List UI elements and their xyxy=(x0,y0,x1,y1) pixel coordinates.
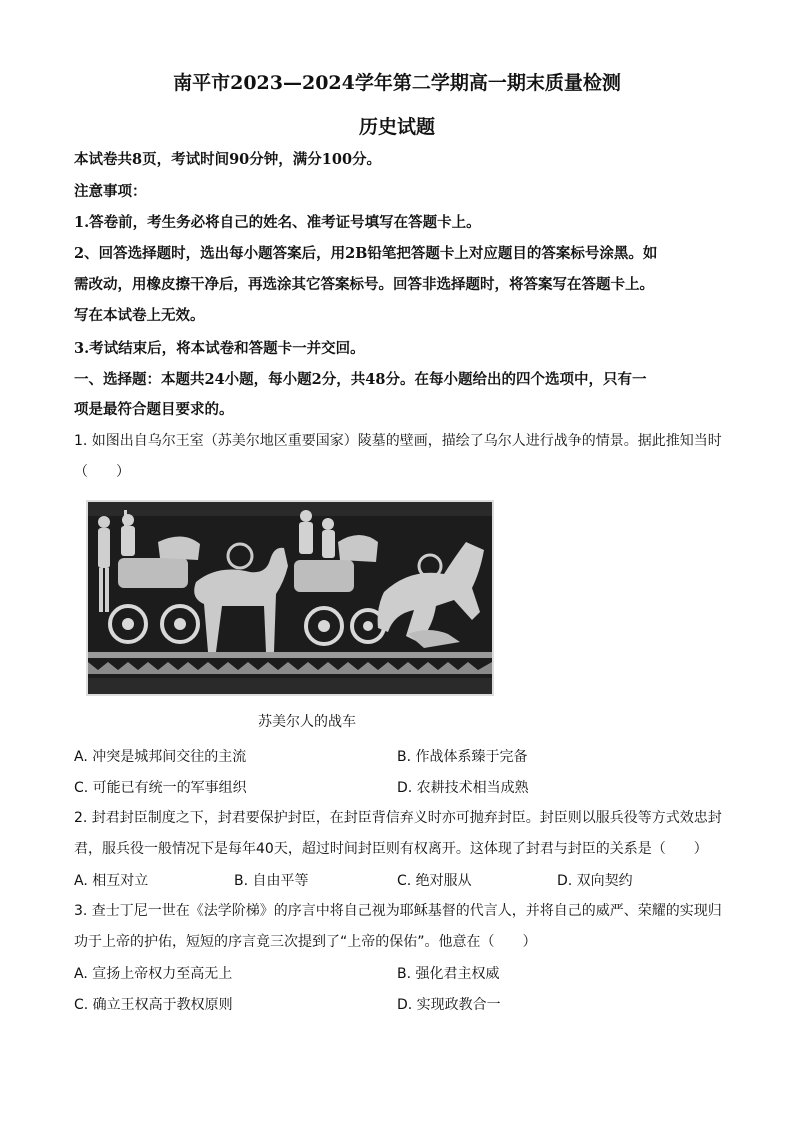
notice-item-1: 1.答卷前，考生务必将自己的姓名、准考证号填写在答题卡上。 xyxy=(74,214,481,231)
question-2-option-b: B. 自由平等 xyxy=(234,873,309,889)
question-2-stem-line-2: 君，服兵役一般情况下是每年40天，超过时间封臣则有权离开。这体现了封君与封臣的关系是（ ） xyxy=(74,841,708,857)
notice-item-2-line-1: 2、回答选择题时，选出每小题答案后，用2B铅笔把答题卡上对应题目的答案标号涂黑。如 xyxy=(74,245,658,262)
notice-item-2-line-2: 需改动，用橡皮擦干净后，再选涂其它答案标号。回答非选择题时，将答案写在答题卡上。 xyxy=(74,276,654,293)
question-3-option-d: D. 实现政教合一 xyxy=(397,997,501,1013)
section-instruction-line-2: 项是最符合题目要求的。 xyxy=(74,401,234,418)
question-2-option-a: A. 相互对立 xyxy=(74,873,149,889)
question-1-stem-line-1: 1. 如图出自乌尔王室（苏美尔地区重要国家）陵墓的壁画，描绘了乌尔人进行战争的情景。据此推知当时 xyxy=(74,433,722,449)
notice-heading: 注意事项： xyxy=(74,183,147,200)
section-instruction-line-1: 一、选择题：本题共24小题，每小题2分，共48分。在每小题给出的四个选项中，只有一 xyxy=(74,371,647,388)
question-2-option-d: D. 双向契约 xyxy=(557,873,633,889)
question-1-stem-line-2: （ ） xyxy=(74,464,130,480)
exam-subtitle: 历史试题 xyxy=(358,116,435,138)
figure-caption: 苏美尔人的战车 xyxy=(258,714,356,730)
notice-item-2-line-3: 写在本试卷上无效。 xyxy=(74,307,205,324)
question-1-option-c: C. 可能已有统一的军事组织 xyxy=(74,780,247,796)
notice-item-3: 3.考试结束后，将本试卷和答题卡一并交回。 xyxy=(74,340,365,357)
question-2-option-c: C. 绝对服从 xyxy=(397,873,472,889)
question-1-option-d: D. 农耕技术相当成熟 xyxy=(397,780,529,796)
sumerian-chariot-mural-image xyxy=(86,500,494,696)
question-3-option-a: A. 宣扬上帝权力至高无上 xyxy=(74,966,233,982)
question-3-stem-line-1: 3. 查士丁尼一世在《法学阶梯》的序言中将自己视为耶稣基督的代言人，并将自己的威严、荣耀的实现归 xyxy=(74,903,722,919)
question-1-option-a: A. 冲突是城邦间交往的主流 xyxy=(74,749,247,765)
question-3-stem-line-2: 功于上帝的护佑，短短的序言竟三次提到了“上帝的保佑”。他意在（ ） xyxy=(74,934,537,950)
question-3-option-c: C. 确立王权高于教权原则 xyxy=(74,997,233,1013)
question-2-stem-line-1: 2. 封君封臣制度之下，封君要保护封臣，在封臣背信弃义时亦可抛弃封臣。封臣则以服兵役等方式效忠封 xyxy=(74,810,722,826)
question-3-option-b: B. 强化君主权威 xyxy=(397,966,500,982)
question-1-option-b: B. 作战体系臻于完备 xyxy=(397,749,528,765)
exam-info: 本试卷共8页，考试时间90分钟，满分100分。 xyxy=(74,151,382,168)
exam-title: 南平市2023—2024学年第二学期高一期末质量检测 xyxy=(173,72,621,94)
